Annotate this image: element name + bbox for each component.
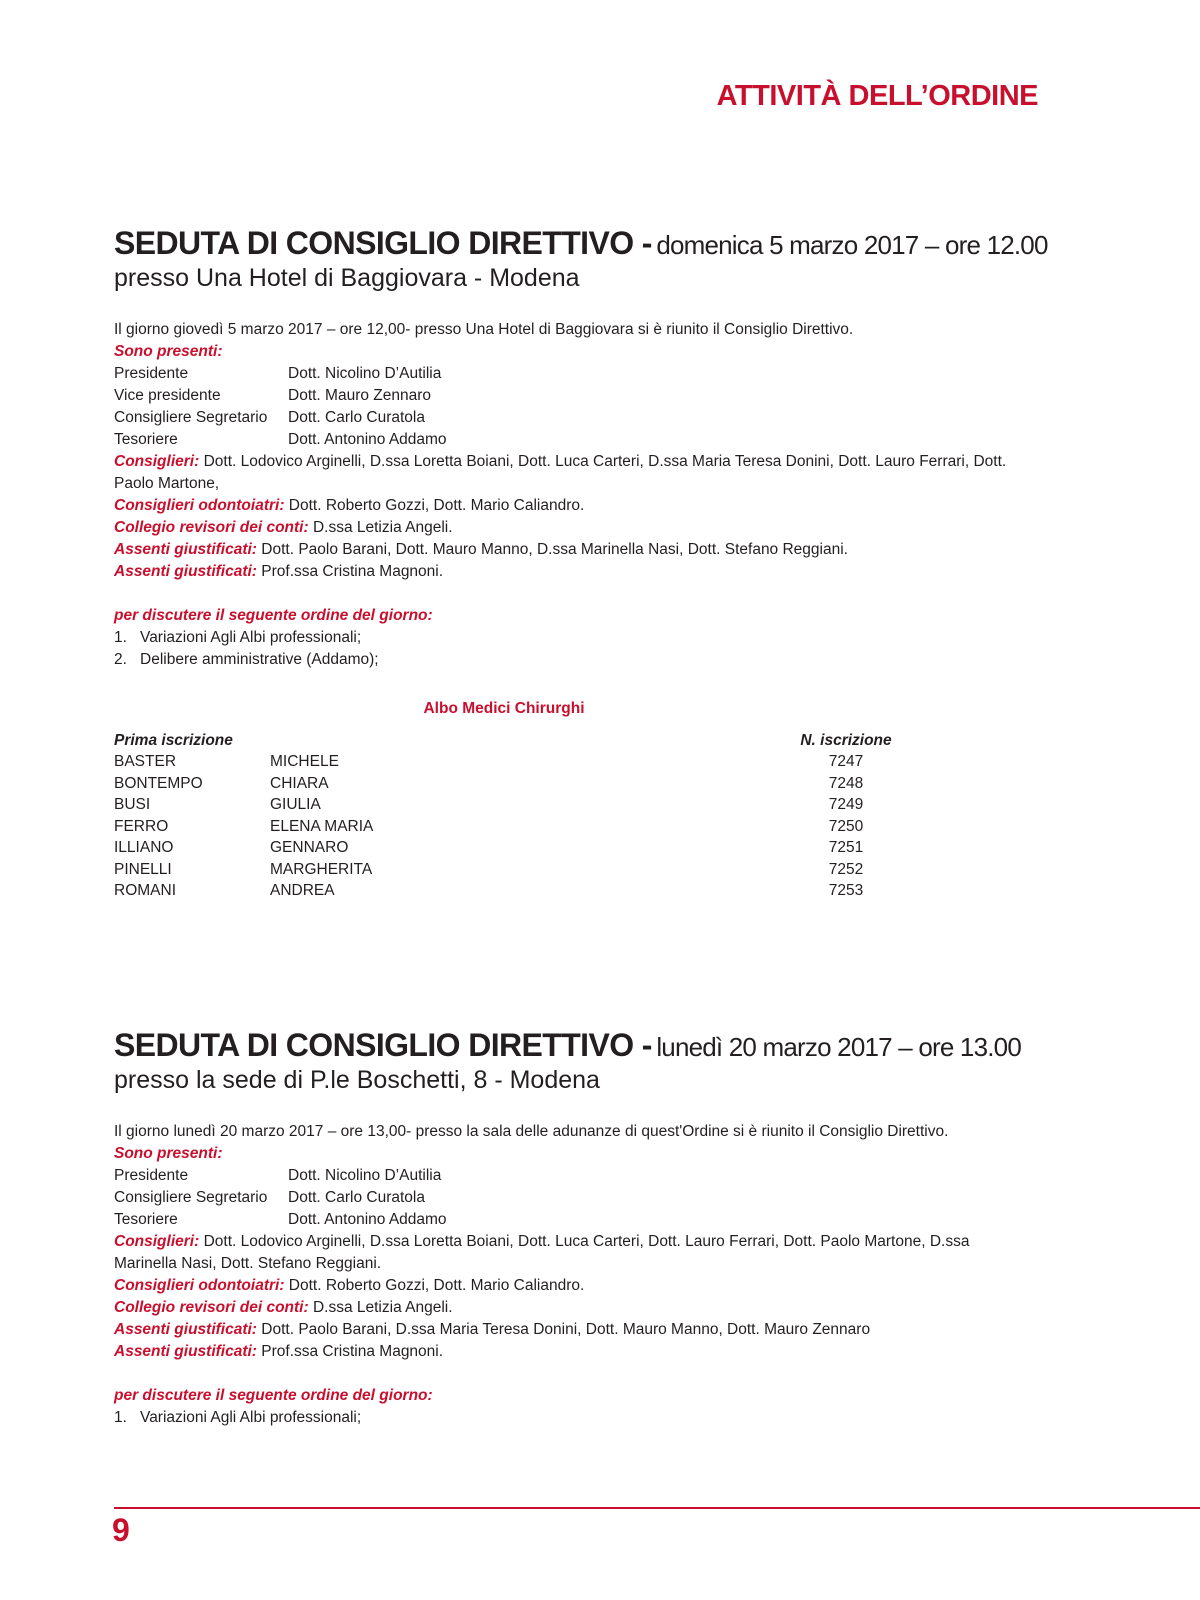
- line-label: Assenti giustificati:: [114, 1320, 257, 1338]
- role-row: [114, 1209, 1034, 1231]
- col-registration-number: N. iscrizione: [800, 731, 892, 749]
- line-text: Dott. Lodovico Arginelli, D.ssa Loretta Boiani, Dott. Luca Carteri, Dott. Lauro Ferrari, Dott. Paolo Martone, D.ssa Marinella Nasi, Dott. Stefano Reggiani.: [114, 1232, 970, 1272]
- present-label: Sono presenti:: [114, 342, 223, 360]
- agenda-text: Variazioni Agli Albi professionali;: [140, 1408, 362, 1426]
- role-person: Dott. Nicolino D’Autilia: [288, 1166, 442, 1184]
- albo-header: [114, 730, 894, 752]
- role-title: Tesoriere: [114, 1210, 178, 1228]
- line-label: Assenti giustificati:: [114, 1342, 257, 1360]
- agenda-item: [114, 1407, 1034, 1429]
- line-text: Dott. Lodovico Arginelli, D.ssa Loretta Boiani, Dott. Luca Carteri, D.ssa Maria Teresa Donini, Dott. Lauro Ferrari, Dott. Paolo Martone,: [114, 452, 1007, 492]
- number-cell: 7247: [828, 753, 864, 770]
- agenda-text: Delibere amministrative (Addamo);: [140, 650, 379, 668]
- line-label: Consiglieri:: [114, 452, 200, 470]
- members-line: [114, 1231, 1034, 1275]
- agenda-item: [114, 627, 1034, 649]
- meeting-intro: Il giorno lunedì 20 marzo 2017 – ore 13,00- presso la sala delle adunanze di quest'Ordine si è riunito il Consiglio Direttivo.: [114, 1122, 949, 1140]
- surname-cell: ROMANI: [114, 882, 176, 899]
- meeting-title: [114, 1028, 1034, 1063]
- meeting-intro: Il giorno giovedì 5 marzo 2017 – ore 12,00- presso Una Hotel di Baggiovara si è riunito il Consiglio Direttivo.: [114, 320, 854, 338]
- surname-cell: BASTER: [114, 753, 177, 770]
- number-cell: 7251: [828, 839, 864, 856]
- role-person: Dott. Carlo Curatola: [288, 408, 425, 426]
- line-text: D.ssa Letizia Angeli.: [308, 518, 453, 536]
- name-cell: ANDREA: [270, 882, 335, 899]
- line-text: Dott. Roberto Gozzi, Dott. Mario Caliandro.: [284, 496, 585, 514]
- meeting-heading: SEDUTA DI CONSIGLIO DIRETTIVO -: [114, 1027, 652, 1063]
- meeting-title: [114, 225, 1048, 261]
- line-text: Prof.ssa Cristina Magnoni.: [256, 1342, 444, 1360]
- members-line: [114, 517, 1034, 539]
- agenda-number: 1.: [114, 628, 127, 646]
- meeting-place: presso Una Hotel di Baggiovara - Modena: [114, 264, 580, 293]
- agenda-number: 1.: [114, 1408, 127, 1426]
- table-row: [114, 880, 894, 902]
- role-row: [114, 385, 1034, 407]
- section-header: ATTIVITÀ DELL’ORDINE: [716, 80, 1038, 112]
- line-label: Consiglieri odontoiatri:: [114, 496, 285, 514]
- agenda-text: Variazioni Agli Albi professionali;: [140, 628, 362, 646]
- name-cell: MICHELE: [270, 753, 339, 770]
- meeting-1: [114, 225, 1048, 671]
- line-text: D.ssa Letizia Angeli.: [308, 1298, 453, 1316]
- meeting-body: [114, 1121, 1034, 1429]
- role-row: [114, 407, 1034, 429]
- agenda-label: per discutere il seguente ordine del giorno:: [114, 606, 433, 624]
- meeting-2: [114, 1028, 1034, 1429]
- footer-divider: [114, 1507, 1200, 1509]
- number-cell: 7249: [828, 796, 864, 813]
- meeting-heading: SEDUTA DI CONSIGLIO DIRETTIVO -: [114, 225, 652, 261]
- role-title: Tesoriere: [114, 430, 178, 448]
- role-title: Presidente: [114, 1166, 189, 1184]
- line-text: Dott. Roberto Gozzi, Dott. Mario Caliandro.: [284, 1276, 585, 1294]
- role-row: [114, 429, 1034, 451]
- role-person: Dott. Carlo Curatola: [288, 1188, 425, 1206]
- table-row: [114, 837, 894, 859]
- table-row: [114, 773, 894, 795]
- surname-cell: PINELLI: [114, 860, 172, 878]
- line-label: Assenti giustificati:: [114, 540, 257, 558]
- role-title: Consigliere Segretario: [114, 408, 268, 426]
- members-line: [114, 561, 1034, 583]
- present-label: Sono presenti:: [114, 1144, 223, 1162]
- agenda-number: 2.: [114, 650, 127, 668]
- role-row: [114, 363, 1034, 385]
- line-text: Prof.ssa Cristina Magnoni.: [256, 562, 444, 580]
- surname-cell: FERRO: [114, 817, 169, 835]
- meeting-date: lunedì 20 marzo 2017 – ore 13.00: [656, 1032, 1021, 1062]
- members-line: [114, 1275, 1034, 1297]
- number-cell: 7252: [828, 860, 864, 878]
- agenda-item: [114, 649, 1034, 671]
- line-label: Consiglieri:: [114, 1232, 200, 1250]
- table-row: [114, 816, 894, 838]
- name-cell: ELENA MARIA: [270, 817, 374, 835]
- col-first-registration: Prima iscrizione: [114, 731, 233, 749]
- members-line: [114, 539, 1034, 561]
- role-row: [114, 1187, 1034, 1209]
- line-label: Collegio revisori dei conti:: [114, 518, 309, 536]
- surname-cell: ILLIANO: [114, 839, 174, 856]
- line-label: Assenti giustificati:: [114, 562, 257, 580]
- role-title: Presidente: [114, 364, 189, 382]
- role-person: Dott. Antonino Addamo: [288, 1210, 447, 1228]
- meeting-body: [114, 319, 1034, 671]
- agenda-label: per discutere il seguente ordine del giorno:: [114, 1386, 433, 1404]
- number-cell: 7250: [828, 817, 864, 835]
- members-line: [114, 1297, 1034, 1319]
- name-cell: GIULIA: [270, 796, 321, 813]
- meeting-date: domenica 5 marzo 2017 – ore 12.00: [656, 230, 1048, 260]
- meeting-place: presso la sede di P.le Boschetti, 8 - Modena: [114, 1066, 600, 1095]
- table-row: [114, 859, 894, 881]
- table-row: [114, 751, 894, 773]
- role-person: Dott. Nicolino D’Autilia: [288, 364, 442, 382]
- albo-title: Albo Medici Chirurghi: [423, 700, 585, 717]
- role-title: Consigliere Segretario: [114, 1188, 268, 1206]
- role-person: Dott. Antonino Addamo: [288, 430, 447, 448]
- name-cell: CHIARA: [270, 774, 329, 792]
- page-number: 9: [112, 1512, 130, 1548]
- role-row: [114, 1165, 1034, 1187]
- surname-cell: BUSI: [114, 796, 151, 813]
- line-text: Dott. Paolo Barani, D.ssa Maria Teresa Donini, Dott. Mauro Manno, Dott. Mauro Zennaro: [256, 1320, 871, 1338]
- line-label: Collegio revisori dei conti:: [114, 1298, 309, 1316]
- number-cell: 7248: [828, 774, 864, 792]
- role-title: Vice presidente: [114, 386, 221, 404]
- role-person: Dott. Mauro Zennaro: [288, 386, 432, 404]
- name-cell: GENNARO: [270, 839, 349, 856]
- table-row: [114, 794, 894, 816]
- albo-table: [114, 698, 894, 902]
- members-line: [114, 451, 1034, 495]
- line-text: Dott. Paolo Barani, Dott. Mauro Manno, D.ssa Marinella Nasi, Dott. Stefano Reggiani.: [256, 540, 848, 558]
- name-cell: MARGHERITA: [270, 860, 373, 878]
- line-label: Consiglieri odontoiatri:: [114, 1276, 285, 1294]
- members-line: [114, 1341, 1034, 1363]
- members-line: [114, 495, 1034, 517]
- agenda-list: [114, 627, 1034, 671]
- members-line: [114, 1319, 1034, 1341]
- surname-cell: BONTEMPO: [114, 774, 203, 792]
- number-cell: 7253: [828, 882, 864, 899]
- agenda-list: [114, 1407, 1034, 1429]
